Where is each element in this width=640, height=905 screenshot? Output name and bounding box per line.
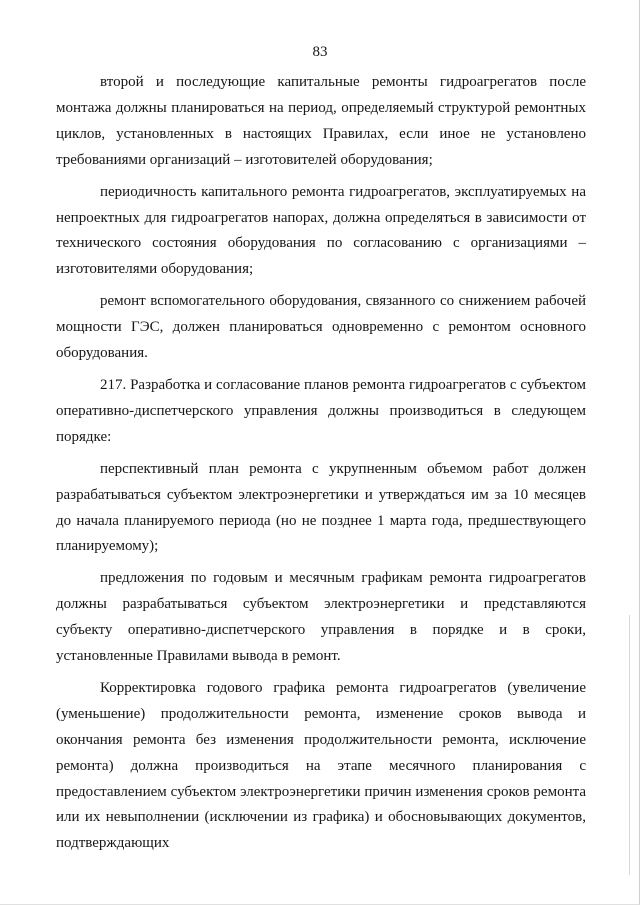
paragraph-item-217: 217. Разработка и согласование планов ремонта гидроагрегатов с субъектом оперативно-диспетчерского управления должны производиться в следующем порядке: [56, 376, 586, 445]
paragraph-schedule-correction: Корректировка годового графика ремонта гидроагрегатов (увеличение (уменьшение) продолжительности ремонта, изменение сроков вывода и окончания ремонта без изменения продолжительности ремонта, исключение ремонта) должна производиться на этапе месячного планирования с предоставлением субъектом электроэнергетики причин изменения сроков ремонта или их невыполнении (исключении из графика) и обосновывающих документов, подтверждающих [56, 679, 586, 852]
paragraph-schedule-proposals: предложения по годовым и месячным графикам ремонта гидроагрегатов должны разрабатываться субъектом электроэнергетики и представляются субъекту оперативно-диспетчерского управления в порядке и в сроки, установленные Правилами вывода в ремонт. [56, 570, 586, 665]
paragraph-long-term-plan: перспективный план ремонта с укрупненным объемом работ должен разрабатываться субъектом электроэнергетики и утверждаться им за 10 месяцев до начала планируемого периода (но не позднее 1 марта года, предшествующего планируемому); [56, 460, 586, 555]
paragraph-auxiliary-equipment: ремонт вспомогательного оборудования, связанного со снижением рабочей мощности ГЭС, должен планироваться одновременно с ремонтом основного оборудования. [56, 293, 586, 362]
document-body [56, 70, 586, 857]
paragraph-repair-periodicity: периодичность капитального ремонта гидроагрегатов, эксплуатируемых на непроектных для гидроагрегатов напорах, должна определяться в зависимости от технического состояния оборудования по согласованию с организациями – изготовителями оборудования; [56, 183, 586, 278]
page-number: 83 [312, 44, 328, 60]
scan-edge-line [629, 615, 630, 875]
paragraph-capital-repair-planning: второй и последующие капитальные ремонты гидроагрегатов после монтажа должны планироваться на период, определяемый структурой ремонтных циклов, установленных в настоящих Правилах, если иное не установлено требованиями организаций – изготовителей оборудования; [56, 74, 586, 168]
